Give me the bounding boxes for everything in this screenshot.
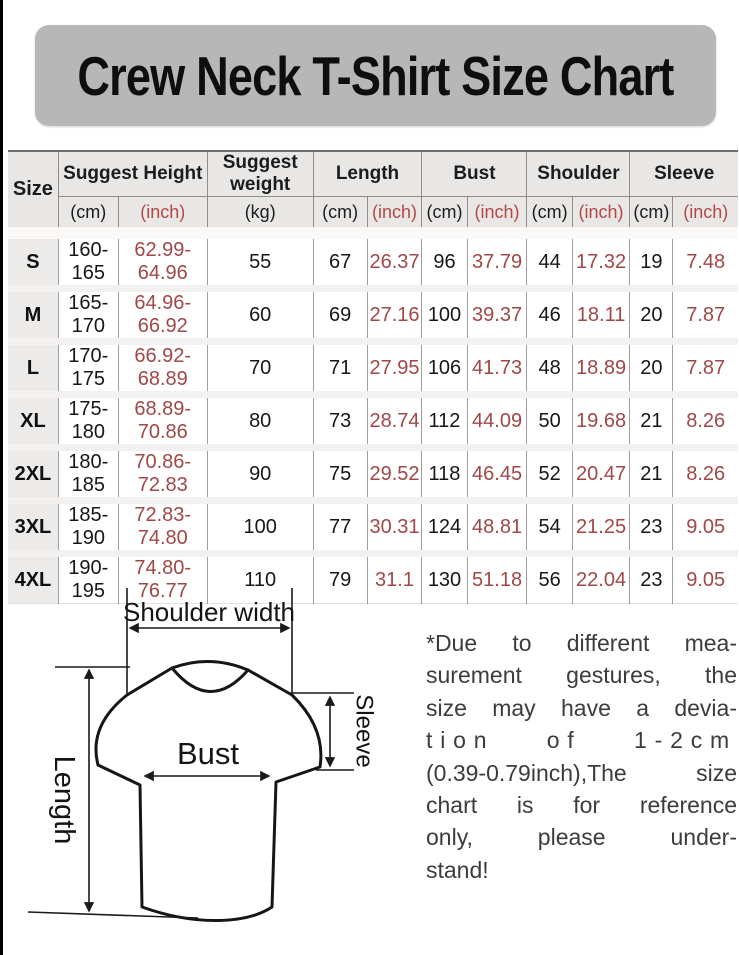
- value-inch: 64.96-66.92: [118, 289, 207, 342]
- disclaimer-line: chart is for reference: [426, 792, 737, 819]
- unit-shoulder-cm: (cm): [527, 197, 572, 234]
- value-cm: 21: [630, 448, 673, 501]
- value-cm: 124: [422, 501, 467, 554]
- table-row: [8, 342, 738, 395]
- value-cm: 118: [422, 448, 467, 501]
- col-header-suggest-weight: Suggest weight: [207, 151, 313, 197]
- value-inch: 8.26: [673, 448, 738, 501]
- value-inch: 18.89: [572, 342, 630, 395]
- title-banner: [35, 25, 716, 126]
- unit-weight-kg: (kg): [207, 197, 313, 234]
- value-cm: 71: [313, 342, 367, 395]
- value-cm: 67: [313, 233, 367, 289]
- value-cm: 90: [207, 448, 313, 501]
- shirt-collar: [172, 668, 248, 692]
- tshirt-measurement-diagram: [18, 578, 420, 955]
- disclaimer-line: *Due to different mea-: [426, 630, 737, 656]
- value-cm: 130: [422, 554, 467, 604]
- value-cm: 112: [422, 395, 467, 448]
- value-inch: 30.31: [367, 501, 422, 554]
- disclaimer-line: (0.39-0.79inch),The size: [426, 759, 737, 786]
- unit-height-inch: (inch): [118, 197, 207, 234]
- unit-bust-cm: (cm): [422, 197, 467, 234]
- shirt-outline: [96, 661, 321, 920]
- value-cm: 190-195: [58, 554, 118, 604]
- bust-label: Bust: [176, 736, 240, 771]
- size-cell: 2XL: [8, 448, 58, 501]
- value-cm: 23: [630, 501, 673, 554]
- value-cm: 48: [527, 342, 572, 395]
- value-inch: 20.47: [572, 448, 630, 501]
- value-cm: 96: [422, 233, 467, 289]
- size-cell: M: [8, 289, 58, 342]
- disclaimer-line: size may have a devia-: [426, 694, 737, 721]
- value-inch: 48.81: [467, 501, 527, 554]
- value-inch: 7.48: [673, 233, 738, 289]
- col-header-shoulder: Shoulder: [527, 151, 630, 197]
- value-inch: 31.1: [367, 554, 422, 604]
- value-inch: 7.87: [673, 289, 738, 342]
- value-inch: 7.87: [673, 342, 738, 395]
- unit-length-inch: (inch): [367, 197, 422, 234]
- value-cm: 160-165: [58, 233, 118, 289]
- value-cm: 56: [527, 554, 572, 604]
- page-left-edge-line: [0, 0, 3, 955]
- unit-height-cm: (cm): [58, 197, 118, 234]
- value-inch: 9.05: [673, 554, 738, 604]
- value-inch: 68.89-70.86: [118, 395, 207, 448]
- col-header-bust: Bust: [422, 151, 527, 197]
- unit-bust-inch: (inch): [467, 197, 527, 234]
- value-cm: 170-175: [58, 342, 118, 395]
- value-cm: 20: [630, 289, 673, 342]
- shoulder-width-label: Shoulder width: [123, 597, 295, 627]
- unit-shoulder-inch: (inch): [572, 197, 630, 234]
- value-cm: 110: [207, 554, 313, 604]
- size-chart-table: [8, 150, 738, 604]
- size-cell: 4XL: [8, 554, 58, 604]
- sleeve-label: Sleeve: [350, 694, 378, 768]
- value-inch: 26.37: [367, 233, 422, 289]
- value-cm: 20: [630, 342, 673, 395]
- value-inch: 17.32: [572, 233, 630, 289]
- table-row: [8, 233, 738, 289]
- value-cm: 23: [630, 554, 673, 604]
- value-cm: 21: [630, 395, 673, 448]
- table-row: [8, 289, 738, 342]
- unit-sleeve-cm: (cm): [630, 197, 673, 234]
- value-cm: 185-190: [58, 501, 118, 554]
- value-inch: 66.92-68.89: [118, 342, 207, 395]
- size-cell: L: [8, 342, 58, 395]
- value-cm: 165-170: [58, 289, 118, 342]
- value-cm: 69: [313, 289, 367, 342]
- unit-length-cm: (cm): [313, 197, 367, 234]
- disclaimer-line: tion of 1-2cm: [426, 727, 737, 754]
- value-inch: 70.86-72.83: [118, 448, 207, 501]
- size-cell: 3XL: [8, 501, 58, 554]
- value-inch: 41.73: [467, 342, 527, 395]
- value-inch: 28.74: [367, 395, 422, 448]
- value-inch: 37.79: [467, 233, 527, 289]
- disclaimer-line: stand!: [426, 856, 489, 883]
- value-inch: 8.26: [673, 395, 738, 448]
- value-inch: 72.83-74.80: [118, 501, 207, 554]
- disclaimer-line: surement gestures, the: [426, 662, 737, 689]
- value-inch: 74.80-76.77: [118, 554, 207, 604]
- value-cm: 46: [527, 289, 572, 342]
- table-row: [8, 501, 738, 554]
- value-cm: 52: [527, 448, 572, 501]
- value-inch: 29.52: [367, 448, 422, 501]
- value-cm: 70: [207, 342, 313, 395]
- value-cm: 60: [207, 289, 313, 342]
- value-cm: 80: [207, 395, 313, 448]
- col-header-suggest-height: Suggest Height: [58, 151, 207, 197]
- disclaimer-text: [426, 627, 737, 886]
- table-row: [8, 448, 738, 501]
- page-title: Crew Neck T-Shirt Size Chart: [77, 44, 674, 107]
- value-cm: 73: [313, 395, 367, 448]
- col-header-length: Length: [313, 151, 422, 197]
- col-header-size: Size: [8, 151, 58, 233]
- size-chart-table-wrap: [8, 150, 738, 604]
- value-cm: 75: [313, 448, 367, 501]
- value-cm: 100: [207, 501, 313, 554]
- value-cm: 77: [313, 501, 367, 554]
- value-inch: 27.16: [367, 289, 422, 342]
- size-table-body: [8, 233, 738, 604]
- value-cm: 55: [207, 233, 313, 289]
- table-row: [8, 395, 738, 448]
- value-inch: 39.37: [467, 289, 527, 342]
- value-inch: 9.05: [673, 501, 738, 554]
- value-inch: 51.18: [467, 554, 527, 604]
- unit-sleeve-inch: (inch): [673, 197, 738, 234]
- disclaimer-line: only, please under-: [426, 824, 737, 851]
- value-cm: 50: [527, 395, 572, 448]
- value-inch: 46.45: [467, 448, 527, 501]
- table-header: [8, 151, 738, 233]
- value-cm: 19: [630, 233, 673, 289]
- value-cm: 180-185: [58, 448, 118, 501]
- size-cell: XL: [8, 395, 58, 448]
- length-label: Length: [48, 755, 80, 845]
- value-inch: 44.09: [467, 395, 527, 448]
- value-cm: 106: [422, 342, 467, 395]
- value-inch: 62.99-64.96: [118, 233, 207, 289]
- value-inch: 22.04: [572, 554, 630, 604]
- value-cm: 54: [527, 501, 572, 554]
- value-cm: 175-180: [58, 395, 118, 448]
- col-header-sleeve: Sleeve: [630, 151, 738, 197]
- value-inch: 18.11: [572, 289, 630, 342]
- value-cm: 44: [527, 233, 572, 289]
- value-inch: 27.95: [367, 342, 422, 395]
- value-cm: 79: [313, 554, 367, 604]
- value-inch: 21.25: [572, 501, 630, 554]
- size-cell: S: [8, 233, 58, 289]
- value-inch: 19.68: [572, 395, 630, 448]
- value-cm: 100: [422, 289, 467, 342]
